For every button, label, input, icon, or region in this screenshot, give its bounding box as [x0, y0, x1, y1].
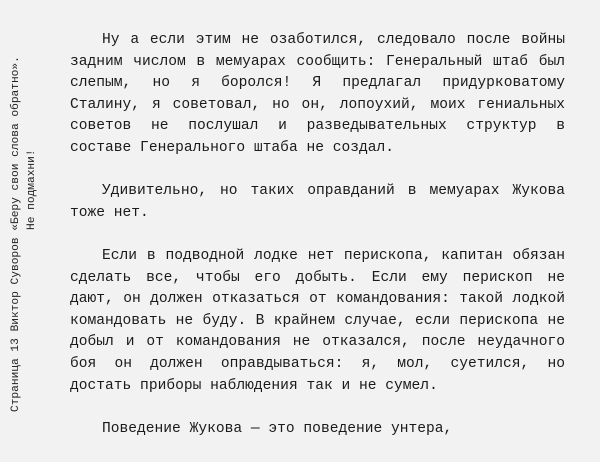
paragraph-1: Ну а если этим не озаботился, следовало после войны задним числом в мемуарах сообщить: Генеральный штаб был слепым, но я боролся! Я предлагал придурковатому Сталину, я советовал, но он, лопоухий, моих гениальных советов не послушал и разведывательных структур в составе Генерального штаба не создал. — [70, 32, 565, 156]
page-body — [70, 30, 565, 462]
paragraph-4: Поведение Жукова — это поведение унтера, — [102, 420, 453, 437]
running-header-line-2: Не подмахни! — [26, 149, 38, 230]
paragraph-2: Удивительно, но таких оправданий в мемуарах Жукова тоже нет. — [70, 183, 565, 221]
running-header-line-1: Страница 13 Виктор Суворов «Беру свои слова обратно». — [10, 56, 22, 412]
running-header — [8, 0, 52, 412]
page-margin-header — [4, 0, 48, 423]
paragraph-3: Если в подводной лодке нет перископа, капитан обязан сделать все, чтобы его добыть. Если ему перископ не дают, он должен отказаться от командования: такой лодкой командовать не буду. В крайнем случае, если перископа не добыл и от командования не отказался, после неудачного боя он должен оправдываться: я, мол, суетился, но достать приборы наблюдения так и не сумел. — [70, 247, 565, 394]
